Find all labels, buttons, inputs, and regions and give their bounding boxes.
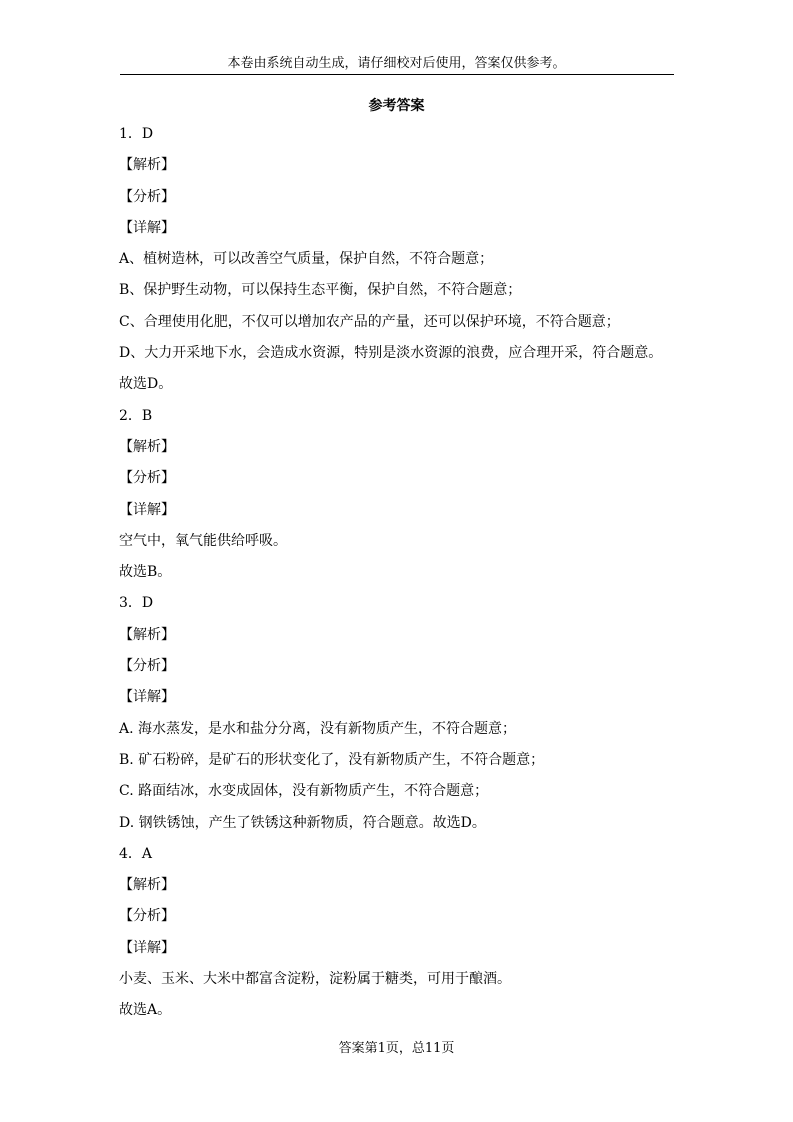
- answer-3-option-a: A. 海水蒸发，是水和盐分分离，没有新物质产生，不符合题意；: [119, 720, 517, 737]
- answer-2-explanation: 空气中，氧气能供给呼吸。: [119, 532, 287, 549]
- answer-1-option-d: D、大力开采地下水，会造成水资源，特别是淡水资源的浪费，应合理开采，符合题意。: [119, 345, 663, 362]
- answer-4-xiangjie: 【详解】: [119, 939, 175, 956]
- answer-4-explanation: 小麦、玉米、大米中都富含淀粉，淀粉属于糖类，可用于酿酒。: [119, 971, 511, 988]
- answer-3-option-d: D. 钢铁锈蚀，产生了铁锈这种新物质，符合题意。故选D。: [119, 814, 486, 831]
- answer-1-conclusion: 故选D。: [119, 376, 173, 393]
- header-divider: [120, 74, 674, 75]
- answer-content: [119, 124, 679, 1032]
- answer-4-fenxi: 【分析】: [119, 908, 175, 925]
- answer-3-xiangjie: 【详解】: [119, 689, 175, 706]
- page-footer: 答案第1页，总11页: [338, 1041, 455, 1056]
- answer-1-option-c: C、合理使用化肥，不仅可以增加农产品的产量，还可以保护环境，不符合题意；: [119, 313, 620, 330]
- answer-2-heading: 2．B: [119, 407, 153, 424]
- answer-3-fenxi: 【分析】: [119, 658, 175, 675]
- answer-1-jiexi: 【解析】: [119, 157, 175, 174]
- answer-4-heading: 4．A: [119, 845, 153, 862]
- answer-3-option-c: C. 路面结冰，水变成固体，没有新物质产生，不符合题意；: [119, 783, 489, 800]
- answer-1-xiangjie: 【详解】: [119, 219, 175, 236]
- answer-3-heading: 3．D: [119, 595, 154, 612]
- answer-2-jiexi: 【解析】: [119, 438, 175, 455]
- answer-4-jiexi: 【解析】: [119, 877, 175, 894]
- answer-2-conclusion: 故选B。: [119, 564, 172, 581]
- answer-2-fenxi: 【分析】: [119, 470, 175, 487]
- answer-3-option-b: B. 矿石粉碎，是矿石的形状变化了，没有新物质产生，不符合题意；: [119, 751, 545, 768]
- answer-1-option-b: B、保护野生动物，可以保持生态平衡，保护自然，不符合题意；: [119, 282, 522, 299]
- answer-1-fenxi: 【分析】: [119, 188, 175, 205]
- answer-2-xiangjie: 【详解】: [119, 501, 175, 518]
- document-title: 参考答案: [368, 98, 425, 114]
- answer-4-conclusion: 故选A。: [119, 1002, 172, 1019]
- answer-1-heading: 1．D: [119, 126, 154, 142]
- answer-1-option-a: A、植树造林，可以改善空气质量，保护自然，不符合题意；: [119, 251, 494, 268]
- answer-3-jiexi: 【解析】: [119, 626, 175, 643]
- page-header: 本卷由系统自动生成，请仔细校对后使用，答案仅供参考。: [227, 56, 566, 71]
